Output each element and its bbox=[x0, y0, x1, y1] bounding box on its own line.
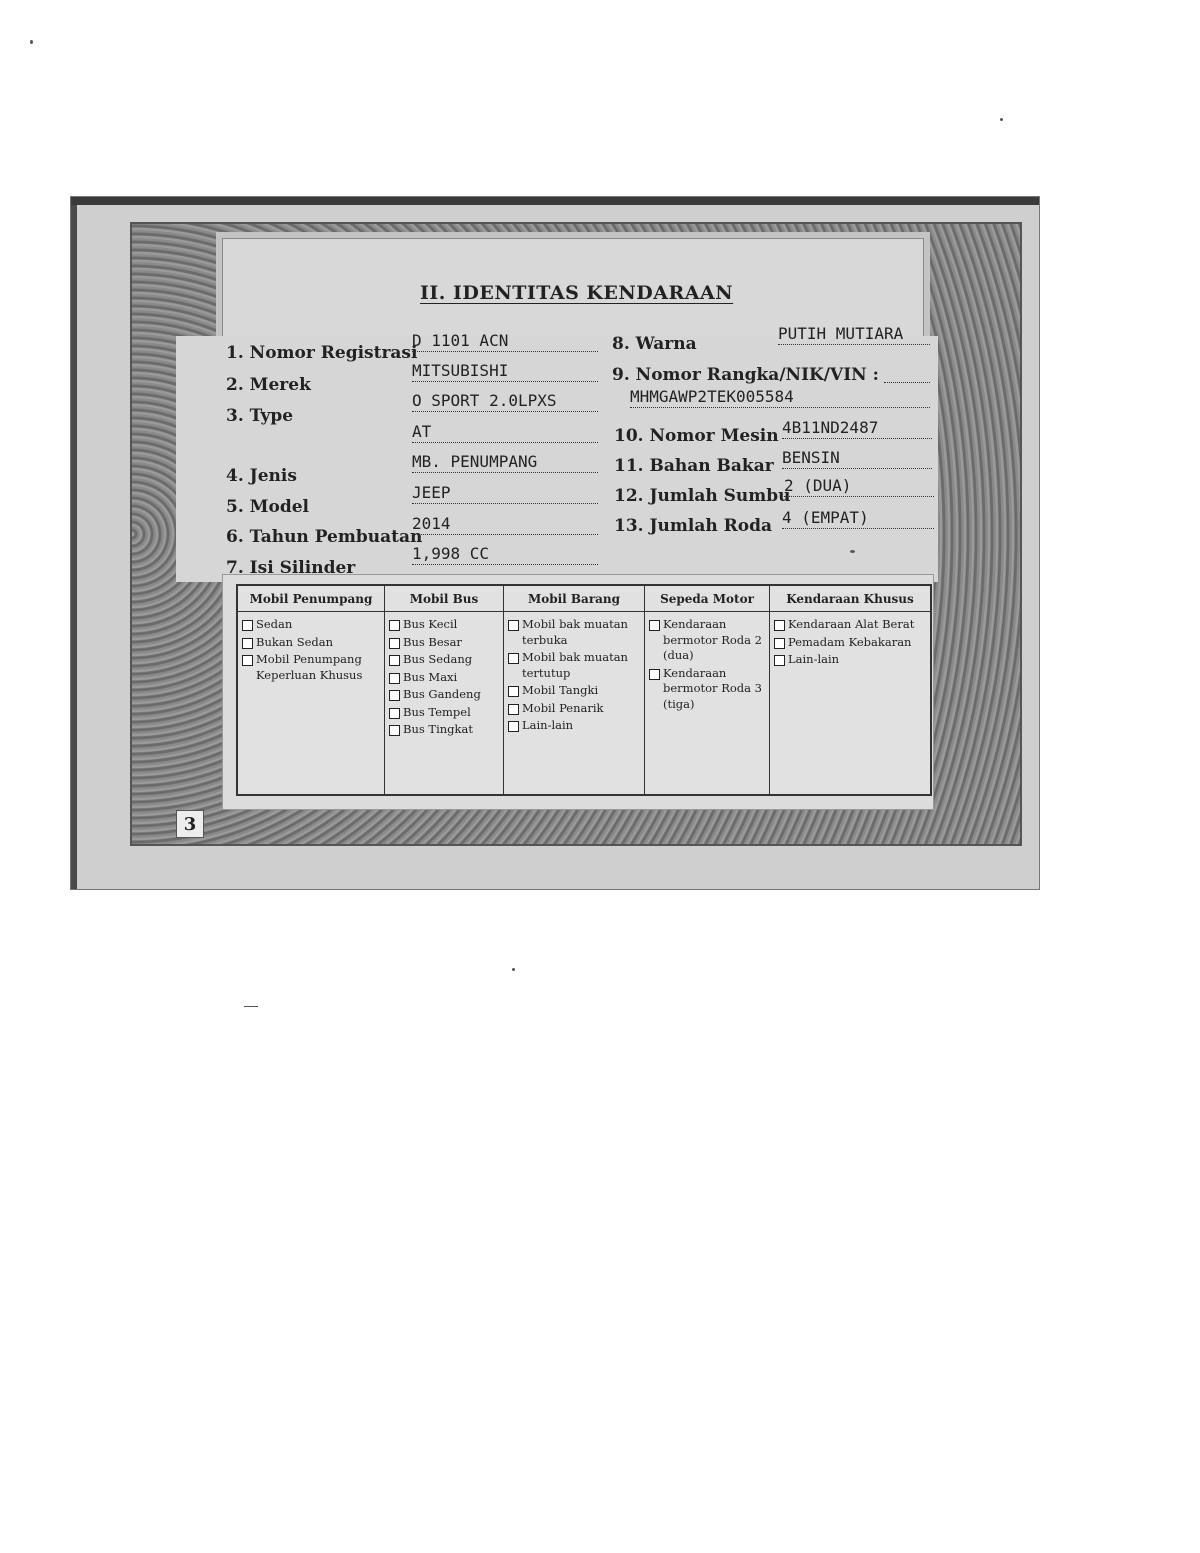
checkbox-option[interactable] bbox=[238, 616, 384, 634]
field-label-kind: 4. Jenis bbox=[226, 466, 297, 486]
field-value-registration: D 1101 ACN bbox=[412, 331, 598, 352]
checkbox-option[interactable] bbox=[504, 717, 644, 735]
vin-dots bbox=[884, 382, 930, 383]
field-label-brand: 2. Merek bbox=[226, 375, 311, 395]
checkbox-option[interactable] bbox=[385, 669, 503, 687]
field-label-year: 6. Tahun Pembuatan bbox=[226, 527, 423, 547]
field-label-type: 3. Type bbox=[226, 406, 294, 426]
option-label: Bus Tempel bbox=[403, 704, 471, 719]
checkbox-icon bbox=[508, 721, 519, 732]
field-value-kind: MB. PENUMPANG bbox=[412, 452, 598, 473]
checkbox-option[interactable] bbox=[385, 704, 503, 722]
checkbox-icon bbox=[389, 708, 400, 719]
checkbox-option[interactable] bbox=[504, 682, 644, 700]
category-header: Mobil Barang bbox=[504, 586, 644, 612]
checkbox-option[interactable] bbox=[385, 721, 503, 739]
checkbox-icon bbox=[389, 655, 400, 666]
checkbox-icon bbox=[508, 620, 519, 631]
option-label: Kendaraan bermotor Roda 3 (tiga) bbox=[663, 665, 762, 711]
option-label: Bus Kecil bbox=[403, 617, 458, 631]
option-label: Sedan bbox=[256, 617, 293, 631]
option-label: Kendaraan bermotor Roda 2 (dua) bbox=[663, 617, 762, 663]
field-value-brand: MITSUBISHI bbox=[412, 361, 598, 382]
checkbox-option[interactable] bbox=[770, 616, 930, 634]
option-label: Mobil bak muatan terbuka bbox=[522, 617, 628, 647]
option-label: Bus Gandeng bbox=[403, 687, 481, 702]
field-value-type: O SPORT 2.0LPXS bbox=[412, 391, 598, 412]
field-value-axles: 2 (DUA) bbox=[784, 476, 934, 497]
checkbox-icon bbox=[389, 673, 400, 684]
field-value-fuel: BENSIN bbox=[782, 448, 932, 469]
option-label: Kendaraan Alat Berat bbox=[788, 617, 915, 631]
category-column-motorcycle bbox=[645, 586, 770, 794]
field-label-color: 8. Warna bbox=[612, 334, 697, 354]
checkbox-icon bbox=[774, 655, 785, 666]
field-label-engine: 10. Nomor Mesin bbox=[614, 426, 779, 446]
checkbox-option[interactable] bbox=[770, 651, 930, 669]
checkbox-icon bbox=[242, 638, 253, 649]
field-label-registration: 1. Nomor Registrasi bbox=[226, 343, 418, 363]
checkbox-option[interactable] bbox=[504, 649, 644, 682]
checkbox-icon bbox=[649, 669, 660, 680]
checkbox-option[interactable] bbox=[645, 616, 769, 665]
checkbox-option[interactable] bbox=[385, 686, 503, 704]
checkbox-option[interactable] bbox=[385, 616, 503, 634]
page-number: 3 bbox=[176, 810, 204, 838]
checkbox-icon bbox=[508, 686, 519, 697]
option-label: Bus Besar bbox=[403, 634, 462, 649]
vehicle-category-table bbox=[236, 584, 932, 796]
checkbox-icon bbox=[649, 620, 660, 631]
section-title: II. IDENTITAS KENDARAAN bbox=[420, 282, 734, 304]
field-label-wheels: 13. Jumlah Roda bbox=[614, 516, 773, 536]
checkbox-icon bbox=[774, 620, 785, 631]
option-label: Mobil Penumpang Keperluan Khusus bbox=[256, 652, 363, 682]
option-label: Lain-lain bbox=[788, 652, 840, 667]
field-label-model: 5. Model bbox=[226, 497, 309, 517]
checkbox-option[interactable] bbox=[504, 616, 644, 649]
category-column-cargo bbox=[504, 586, 645, 794]
checkbox-icon bbox=[389, 620, 400, 631]
field-label-axles: 12. Jumlah Sumbu bbox=[614, 486, 791, 506]
category-column-special bbox=[770, 586, 930, 794]
checkbox-icon bbox=[242, 655, 253, 666]
category-header: Mobil Penumpang bbox=[238, 586, 384, 612]
scan-speck bbox=[512, 968, 515, 971]
checkbox-icon bbox=[389, 638, 400, 649]
option-label: Mobil Penarik bbox=[522, 700, 604, 715]
checkbox-option[interactable] bbox=[385, 634, 503, 652]
category-column-bus bbox=[385, 586, 504, 794]
option-label: Bus Sedang bbox=[403, 652, 473, 667]
checkbox-option[interactable] bbox=[238, 651, 384, 684]
option-label: Mobil Tangki bbox=[522, 683, 599, 698]
field-label-fuel: 11. Bahan Bakar bbox=[614, 456, 774, 476]
checkbox-icon bbox=[242, 620, 253, 631]
field-value-type-2: AT bbox=[412, 422, 598, 443]
checkbox-option[interactable] bbox=[504, 700, 644, 718]
field-label-cylinder: 7. Isi Silinder bbox=[226, 558, 356, 578]
checkbox-option[interactable] bbox=[645, 665, 769, 714]
checkbox-icon bbox=[508, 704, 519, 715]
scan-speck bbox=[30, 40, 33, 44]
option-label: Pemadam Kebakaran bbox=[788, 634, 912, 649]
field-value-cylinder: 1,998 CC bbox=[412, 544, 598, 565]
option-label: Bus Tingkat bbox=[403, 722, 473, 737]
option-label: Bukan Sedan bbox=[256, 634, 334, 649]
scan-speck bbox=[1000, 118, 1003, 121]
field-value-vin: MHMGAWP2TEK005584 bbox=[630, 387, 930, 408]
field-value-wheels: 4 (EMPAT) bbox=[782, 508, 934, 529]
field-label-vin: 9. Nomor Rangka/NIK/VIN : bbox=[612, 365, 879, 385]
field-value-year: 2014 bbox=[412, 514, 598, 535]
field-value-model: JEEP bbox=[412, 483, 598, 504]
field-value-engine: 4B11ND2487 bbox=[782, 418, 932, 439]
category-header: Sepeda Motor bbox=[645, 586, 769, 612]
option-label: Mobil bak muatan tertutup bbox=[522, 650, 628, 680]
scan-speck bbox=[244, 1006, 258, 1007]
field-value-color: PUTIH MUTIARA bbox=[778, 324, 930, 345]
option-label: Bus Maxi bbox=[403, 669, 458, 684]
checkbox-option[interactable] bbox=[385, 651, 503, 669]
checkbox-option[interactable] bbox=[770, 634, 930, 652]
category-header: Mobil Bus bbox=[385, 586, 503, 612]
checkbox-icon bbox=[508, 653, 519, 664]
checkbox-icon bbox=[774, 638, 785, 649]
checkbox-option[interactable] bbox=[238, 634, 384, 652]
scan-speck bbox=[850, 550, 855, 553]
checkbox-icon bbox=[389, 690, 400, 701]
option-label: Lain-lain bbox=[522, 718, 574, 733]
category-header: Kendaraan Khusus bbox=[770, 586, 930, 612]
checkbox-icon bbox=[389, 725, 400, 736]
category-column-passenger bbox=[238, 586, 385, 794]
